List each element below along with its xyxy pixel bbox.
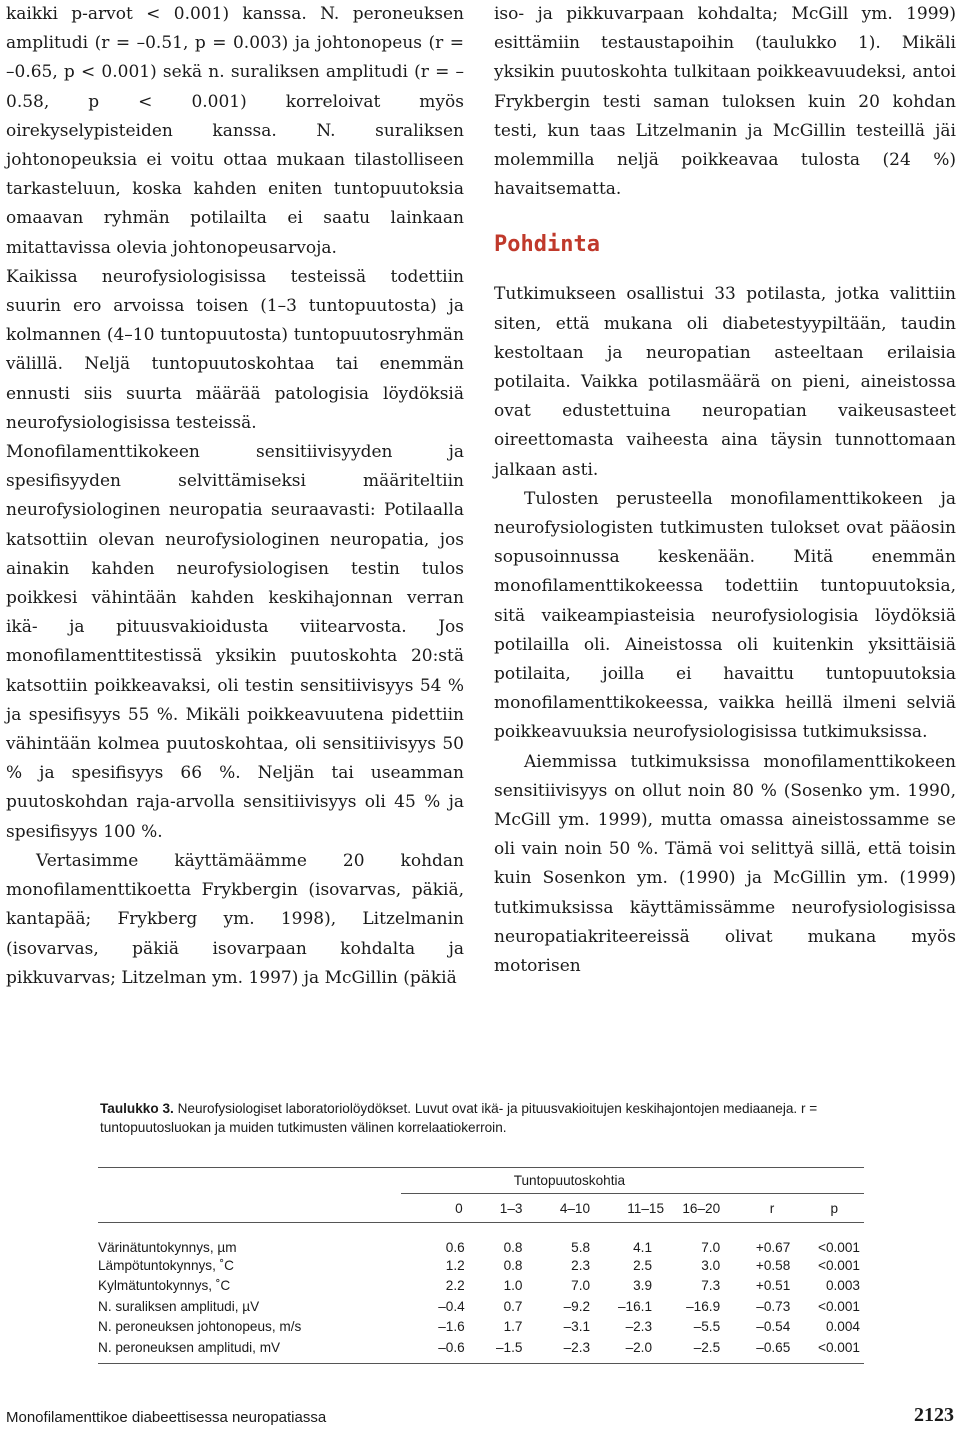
table-cell: –0.54 (756, 1319, 791, 1335)
column-header: p (830, 1200, 838, 1216)
row-label: N. suraliksen amplitudi, µV (98, 1298, 260, 1314)
page-number: 2123 (914, 1404, 954, 1426)
body-paragraph: Monofilamenttikokeen sensitiivisyyden ja spesifisyyden selvittämiseksi määriteltiin neurofysiologinen neuropatia seuraavasti: Potilaalla katsottiin olevan neurofysiologinen neuropatia, jos ainakin kahden neurofysiologisen testin tulos poikkesi vähintään kahden keskihajonnan verran ikä- ja pituusvakioidusta viitearvosta. Jos monofilamenttitestissä yksikin puutoskohta 20:stä katsottiin poikkeavaksi, oli testin sensitiivisyys 54 % ja spesifisyys 55 %. Mikäli poikkeavuutena pidettiin vähintään kolmea puutoskohtaa, oli sensitiivisyys 50 % ja spesifisyys 66 %. Neljän tai useamman puutoskohdan raja-arvolla sensitiivisyys oli 45 % ja spesifisyys 100 %. (6, 442, 464, 842)
data-table (98, 1168, 864, 1358)
table-caption-text: Neurofysiologiset laboratoriolöydökset. Luvut ovat ikä- ja pituusvakioitujen keskihajontojen mediaaneja. r = tuntopuutosluokan ja muiden tutkimusten välinen korrelaatiokerroin. (100, 1101, 818, 1135)
section-heading: Pohdinta (494, 232, 600, 258)
table-cell: 0.8 (503, 1240, 523, 1255)
body-paragraph: kaikki p-arvot < 0.001) kanssa. N. peroneuksen amplitudi (r = –0.51, p = 0.003) ja johtonopeus (r = –0.65, p < 0.001) sekä n. suraliksen amplitudi (r = –0.58, p < 0.001) korreloivat myös oirekyselypisteiden kanssa. N. suraliksen johtonopeuksia ei voitu ottaa mukaan tilastolliseen tarkasteluun, koska kahden eniten tuntopuutoksia omaavan ryhmän potilailta ei saatu lainkaan mitattavissa olevia johtonopeusarvoja. (6, 4, 464, 258)
table-cell: 1.2 (445, 1257, 465, 1273)
table-cell: 3.0 (701, 1257, 721, 1273)
table-cell: –2.0 (625, 1339, 653, 1355)
table-cell: 1.7 (503, 1319, 523, 1335)
table-row (98, 1317, 864, 1338)
table-cell: <0.001 (818, 1257, 860, 1273)
table-cell: 5.8 (571, 1240, 591, 1255)
body-paragraph: iso- ja pikkuvarpaan kohdalta; McGill ym. 1999) esittämiin testaustapoihin (taulukko 1). Mikäli yksikin puutoskohta tulkitaan poikkeavuudeksi, antoi Frykbergin testi saman tuloksen kuin 20 kohdan testi, kun taas Litzelmanin ja McGillin testeillä jäi molemmilla neljä poikkeavaa tulosta (24 %) havaitsematta. (494, 4, 956, 200)
table-cell: 1.0 (503, 1278, 523, 1294)
table-cell: +0.67 (755, 1240, 791, 1255)
table-cell: –1.5 (496, 1339, 523, 1355)
table-row (98, 1276, 864, 1297)
row-label: N. peroneuksen amplitudi, mV (98, 1339, 281, 1355)
body-paragraph: Tutkimukseen osallistui 33 potilasta, jotka valittiin siten, että mukana oli diabetestyypiltään, taudin kestoltaan ja neuropatian asteeltaan erilaisia potilaita. Vaikka potilasmäärä on pieni, aineistossa ovat edustettuina neuropatian vaikeusasteet oireettomasta vaiheesta aina täysin tunnottomaan jalkaan asti. (494, 284, 956, 480)
table-cell: –16.1 (618, 1298, 653, 1314)
body-paragraph: Vertasimme käyttämäämme 20 kohdan monofilamenttikoetta Frykbergin (isovarvas, päkiä, kantapää; Frykberg ym. 1998), Litzelmanin (isovarvas, päkiä isovarpaan kohdalta ja pikkuvarvas; Litzelman ym. 1997) ja McGillin (päkiä (6, 850, 464, 988)
table-row (98, 1296, 864, 1317)
table-row (98, 1255, 864, 1276)
table-cell: 2.2 (445, 1278, 465, 1294)
table-cell: 0.004 (825, 1319, 860, 1335)
table-cell: <0.001 (818, 1240, 860, 1255)
row-label: Kylmätuntokynnys, ˚C (98, 1278, 231, 1294)
group-header: Tuntopuutoskohtia (513, 1173, 626, 1188)
column-header: 16–20 (682, 1200, 721, 1216)
table-cell: 7.0 (571, 1278, 591, 1294)
table-cell: 0.6 (445, 1240, 465, 1255)
table-cell: 2.5 (633, 1257, 653, 1273)
column-header: 11–15 (627, 1200, 665, 1216)
column-header: 1–3 (499, 1200, 523, 1216)
table-caption (100, 1099, 870, 1137)
column-header: r (769, 1200, 775, 1216)
body-paragraph: Aiemmissa tutkimuksissa monofilamenttikokeen sensitiivisyys on ollut noin 80 % (Sosenko ym. 1990, McGill ym. 1999), mutta omassa aineistossamme se oli vain noin 50 %. Tämä voi selittyä sillä, että toisin kuin Sosenkon ym. (1990) ja McGillin ym. (1999) tutkimuksissa käyttämissämme neurofysiologisissa neuropatiakriteereissä olivat mukana myös motorisen (494, 751, 956, 977)
table-cell: –1.6 (438, 1319, 465, 1335)
table-cell: 2.3 (571, 1257, 591, 1273)
table-cell: –0.4 (438, 1298, 465, 1314)
table-cell: 7.0 (701, 1240, 721, 1255)
table-label: Taulukko 3. (100, 1101, 174, 1116)
table-cell: 3.9 (633, 1278, 653, 1294)
left-column (6, 0, 464, 993)
table-cell: +0.51 (755, 1278, 791, 1294)
running-title: Monofilamenttikoe diabeettisessa neuropatiassa (6, 1409, 327, 1426)
table-row (98, 1223, 864, 1255)
table-cell: –2.3 (625, 1319, 653, 1335)
table-cell: –3.1 (563, 1319, 591, 1335)
right-column (494, 0, 956, 981)
table-cell: –2.3 (563, 1339, 591, 1355)
table-row (98, 1337, 864, 1358)
row-label: Värinätuntokynnys, µm (98, 1240, 237, 1255)
table-rule-bottom (98, 1363, 864, 1364)
table-cell: –0.73 (756, 1298, 791, 1314)
table-cell: 0.7 (503, 1298, 523, 1314)
table-cell: 0.8 (503, 1257, 523, 1273)
column-header: 0 (455, 1200, 463, 1216)
table-cell: +0.58 (755, 1257, 791, 1273)
table-cell: 7.3 (701, 1278, 721, 1294)
row-label: N. peroneuksen johtonopeus, m/s (98, 1319, 302, 1335)
table-cell: –16.9 (686, 1298, 721, 1314)
table-cell: –9.2 (563, 1298, 591, 1314)
table-cell: <0.001 (818, 1298, 860, 1314)
body-paragraph: Kaikissa neurofysiologisissa testeissä todettiin suurin ero arvoissa toisen (1–3 tuntopuutosta) ja kolmannen (4–10 tuntopuutosta) tuntopuutosryhmän välillä. Neljä tuntopuutoskohtaa tai enemmän ennusti siis suurta määrää patologisia löydöksiä neurofysiologisissa testeissä. (6, 266, 464, 433)
table-cell: <0.001 (818, 1339, 860, 1355)
column-header: 4–10 (559, 1200, 591, 1216)
table-cell: –0.6 (438, 1339, 465, 1355)
table-cell: 0.003 (825, 1278, 860, 1294)
table-cell: –5.5 (693, 1319, 721, 1335)
table-cell: 4.1 (633, 1240, 653, 1255)
table-cell: –2.5 (693, 1339, 721, 1355)
body-paragraph: Tulosten perusteella monofilamenttikokeen ja neurofysiologisten tutkimusten tulokset ovat pääosin sopusoinnussa keskenään. Mitä enemmän monofilamenttikokeessa todettiin tuntopuutoksia, sitä vaikeampiasteisia neurofysiologisia löydöksiä potilailla oli. Aineistossa oli kuitenkin yksittäisiä potilaita, joilla ei havaittu tuntopuutoksia monofilamenttikokeessa, vaikka heillä ilmeni selviä poikkeavuuksia neurofysiologisissa tutkimuksissa. (494, 488, 956, 743)
table-cell: –0.65 (756, 1339, 791, 1355)
row-label: Lämpötuntokynnys, ˚C (98, 1257, 235, 1273)
